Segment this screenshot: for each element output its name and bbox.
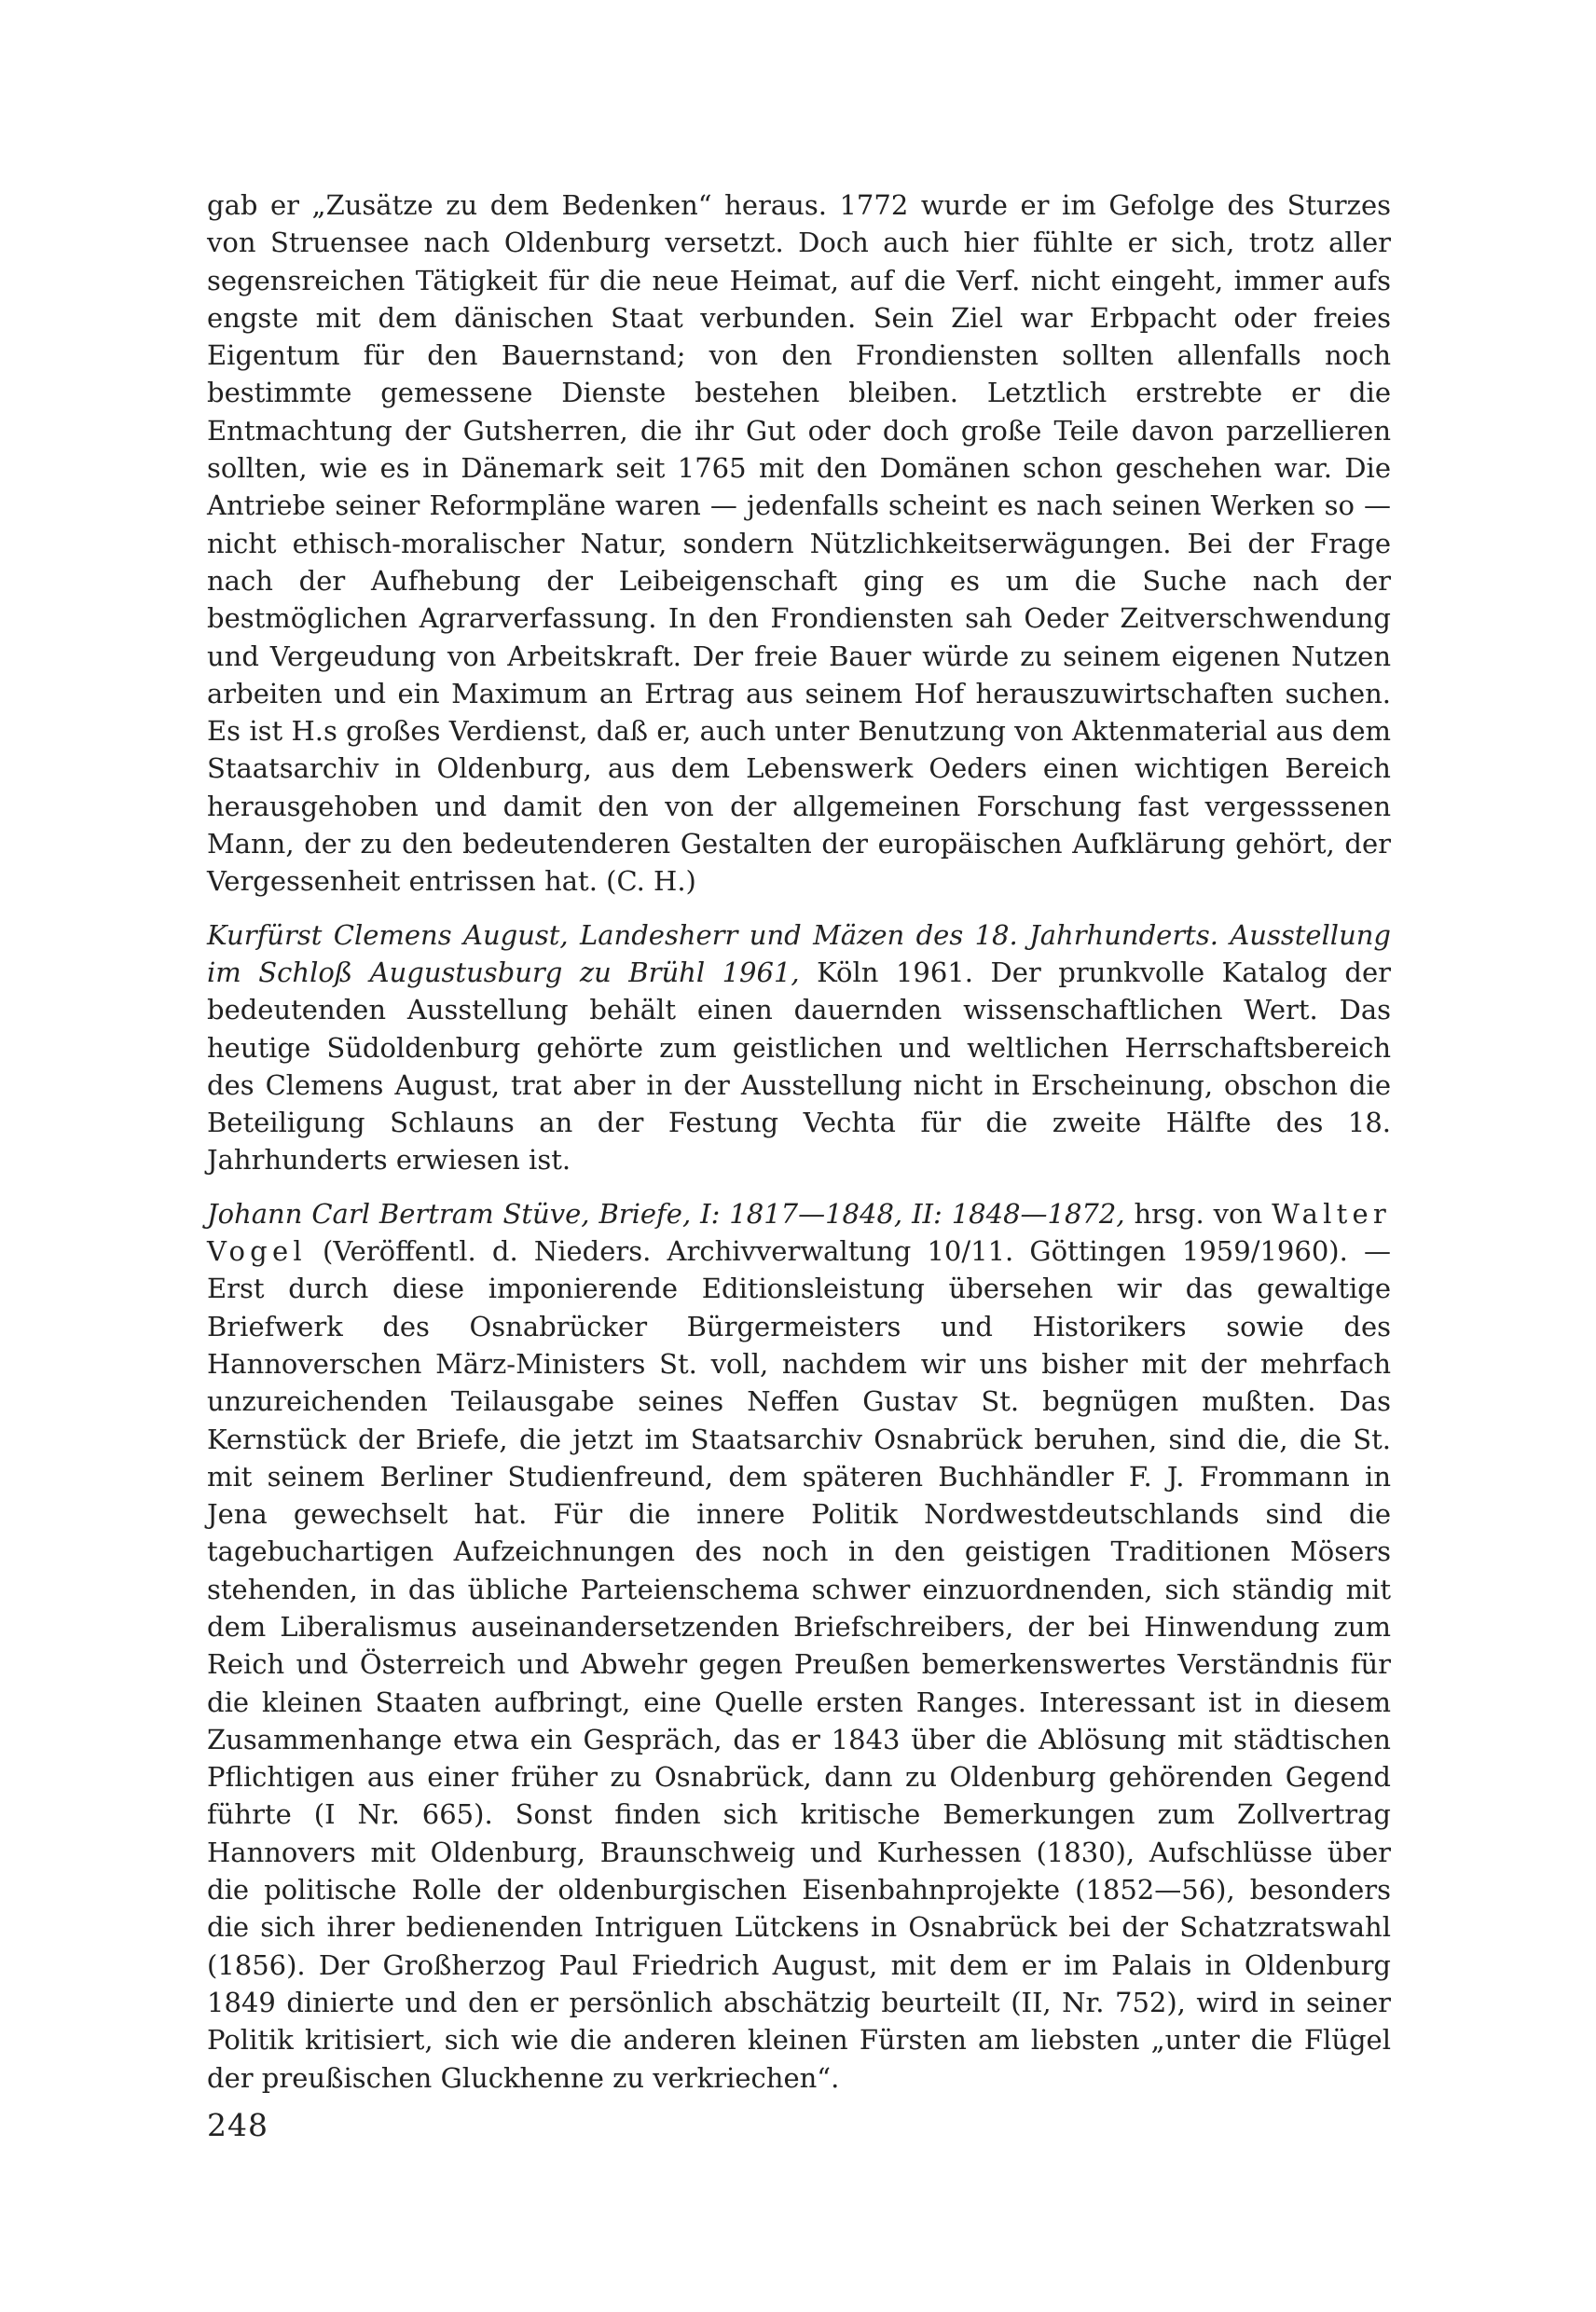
paragraph-text: Köln 1961. Der prunkvolle Katalog der bedeutenden Ausstellung behält einen dauernden wissenschaftlichen Wert. Das heutige Südoldenburg gehörte zum geistlichen und weltlichen Herrschaftsbereich des Clemens August, trat aber in der Ausstellung nicht in Erscheinung, obschon die Beteiligung Schlauns an der Festung Vechta für die zweite Hälfte des 18. Jahrhunderts erwiesen ist. <box>207 956 1391 1177</box>
page-body <box>207 186 1391 2097</box>
paragraph-text: (Veröffentl. d. Nieders. Archivverwaltung 10/11. Göttingen 1959/1960). — Erst durch diese imponierende Editionsleistung übersehen wir das gewaltige Briefwerk des Osnabrücker Bürgermeisters und Historikers sowie des Hannoverschen März-Ministers St. voll, nachdem wir uns bisher mit der mehrfach unzureichenden Teilausgabe seines Neffen Gustav St. begnügen mußten. Das Kernstück der Briefe, die jetzt im Staatsarchiv Osnabrück beruhen, sind die, die St. mit seinem Berliner Studienfreund, dem späteren Buchhändler F. J. Frommann in Jena gewechselt hat. Für die innere Politik Nordwestdeutschlands sind die tagebuchartigen Aufzeichnungen des noch in den geistigen Traditionen Mösers stehenden, in das übliche Parteienschema schwer einzuordnenden, sich ständig mit dem Liberalismus auseinandersetzenden Briefschreibers, der bei Hinwendung zum Reich und Österreich und Abwehr gegen Preußen bemerkenswertes Verständnis für die kleinen Staaten aufbringt, eine Quelle ersten Ranges. Interessant ist in diesem Zusammenhange etwa ein Gespräch, das er 1843 über die Ablösung mit städtischen Pflichtigen aus einer früher zu Osnabrück, dann zu Oldenburg gehörenden Gegend führte (I Nr. 665). Sonst finden sich kritische Bemerkungen zum Zollvertrag Hannovers mit Oldenburg, Braunschweig und Kurhessen (1830), Aufschlüsse über die politische Rolle der oldenburgischen Eisenbahnprojekte (1852—56), besonders die sich ihrer bedienenden Intriguen Lütckens in Osnabrück bei der Schatzratswahl (1856). Der Großherzog Paul Friedrich August, mit dem er im Palais in Oldenburg 1849 dinierte und den er persönlich abschätzig beurteilt (II, Nr. 752), wird in seiner Politik kritisiert, sich wie die anderen kleinen Fürsten am liebsten „unter die Flügel der preußischen Gluckhenne zu verkriechen“. <box>207 1235 1391 2094</box>
editor-name: Walter Vogel <box>207 1197 1391 1268</box>
book-title: Johann Carl Bertram Stüve, Briefe, I: 1817—1848, II: 1848—1872, <box>207 1197 1125 1230</box>
review-paragraph-oeder <box>207 186 1391 901</box>
editor-prefix: hrsg. von <box>1124 1197 1273 1230</box>
page-number: 248 <box>207 2107 268 2143</box>
paragraph-text: gab er „Zusätze zu dem Bedenken“ heraus. 1772 wurde er im Gefolge des Sturzes von Struensee nach Oldenburg versetzt. Doch auch hier fühlte er sich, trotz aller segensreichen Tätigkeit für die neue Heimat, auf die Verf. nicht eingeht, immer aufs engste mit dem dänischen Staat verbunden. Sein Ziel war Erbpacht oder freies Eigentum für den Bauernstand; von den Frondiensten sollten allenfalls noch bestimmte gemessene Dienste bestehen bleiben. Letztlich erstrebte er die Entmachtung der Gutsherren, die ihr Gut oder doch große Teile davon parzellieren sollten, wie es in Dänemark seit 1765 mit den Domänen schon geschehen war. Die Antriebe seiner Reformpläne waren — jedenfalls scheint es nach seinen Werken so — nicht ethisch-moralischer Natur, sondern Nützlichkeitserwägungen. Bei der Frage nach der Aufhebung der Leibeigenschaft ging es um die Suche nach der bestmöglichen Agrarverfassung. In den Frondiensten sah Oeder Zeitverschwendung und Vergeudung von Arbeitskraft. Der freie Bauer würde zu seinem eigenen Nutzen arbeiten und ein Maximum an Ertrag aus seinem Hof herauszuwirtschaften suchen. Es ist H.s großes Verdienst, daß er, auch unter Benutzung von Aktenmaterial aus dem Staatsarchiv in Oldenburg, aus dem Lebenswerk Oeders einen wichtigen Bereich herausgehoben und damit den von der allgemeinen Forschung fast vergesssenen Mann, der zu den bedeutenderen Gestalten der europäischen Aufklärung gehört, der Vergessenheit entrissen hat. (C. H.) <box>207 189 1391 898</box>
review-paragraph-stueve <box>207 1195 1391 2097</box>
review-paragraph-clemens-august <box>207 916 1391 1179</box>
book-title: Kurfürst Clemens August, Landesherr und Mäzen des 18. Jahrhunderts. Ausstellung im Schloß Augustusburg zu Brühl 1961, <box>207 918 1391 988</box>
